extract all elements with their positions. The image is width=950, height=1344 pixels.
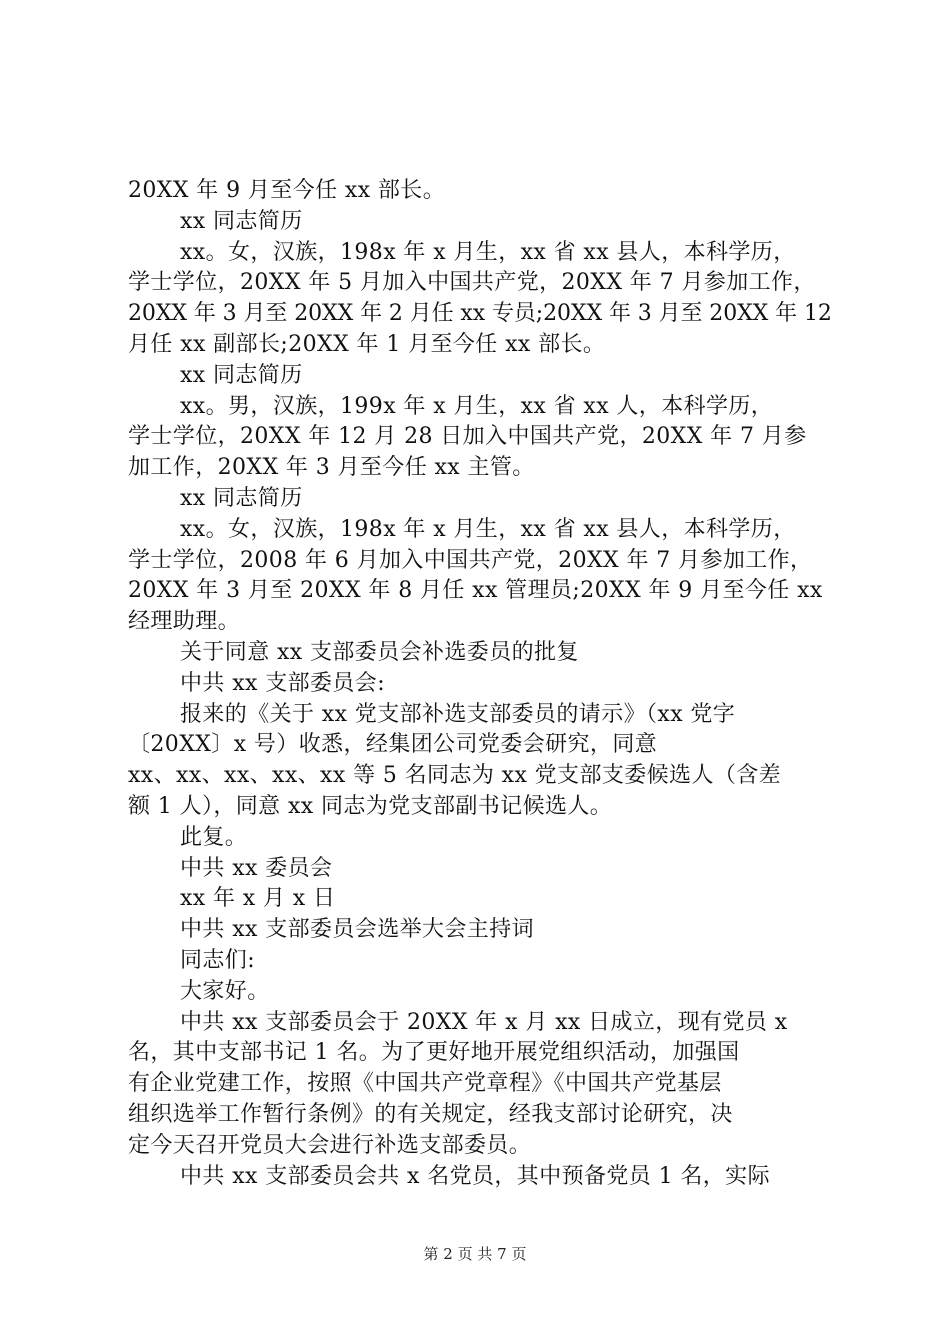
text-line: 学士学位，2008 年 6 月加入中国共产党，20XX 年 7 月参加工作， bbox=[128, 547, 813, 573]
text-line: xx 同志简历 bbox=[180, 362, 303, 388]
text-line: 中共 xx 支部委员会共 x 名党员，其中预备党员 1 名，实际 bbox=[180, 1163, 770, 1189]
text-line: 20XX 年 9 月至今任 xx 部长。 bbox=[128, 178, 446, 203]
text-line: 额 1 人），同意 xx 同志为党支部副书记候选人。 bbox=[128, 793, 613, 819]
text-line: xx 年 x 月 x 日 bbox=[180, 886, 336, 912]
text-line: 中共 xx 支部委员会选举大会主持词 bbox=[180, 917, 535, 943]
text-line: 中共 xx 支部委员会于 20XX 年 x 月 xx 日成立，现有党员 x bbox=[180, 1009, 788, 1035]
text-line: 中共 xx 委员会 bbox=[180, 855, 333, 881]
text-line: 关于同意 xx 支部委员会补选委员的批复 bbox=[180, 639, 579, 665]
text-line: 有企业党建工作，按照《中国共产党章程》《中国共产党基层 bbox=[128, 1071, 722, 1097]
text-line: 定今天召开党员大会进行补选支部委员。 bbox=[128, 1132, 532, 1158]
text-line: 名，其中支部书记 1 名。为了更好地开展党组织活动，加强国 bbox=[128, 1040, 740, 1066]
text-line: xx。男，汉族，199x 年 x 月生，xx 省 xx 人，本科学历， bbox=[180, 393, 774, 419]
text-line: 此复。 bbox=[180, 824, 248, 850]
text-line: xx 同志简历 bbox=[180, 208, 303, 234]
text-line: 20XX 年 3 月至 20XX 年 2 月任 xx 专员;20XX 年 3 月至 20XX 年 12 bbox=[128, 301, 832, 327]
document-body bbox=[128, 176, 832, 1192]
text-line: xx、xx、xx、xx、xx 等 5 名同志为 xx 党支部支委候选人（含差 bbox=[128, 763, 782, 789]
text-line: xx。女，汉族，198x 年 x 月生，xx 省 xx 县人，本科学历， bbox=[180, 239, 796, 265]
page-footer: 第 2 页 共 7 页 bbox=[423, 1245, 527, 1263]
text-line: 组织选举工作暂行条例》的有关规定，经我支部讨论研究，决 bbox=[128, 1101, 733, 1127]
text-line: 经理助理。 bbox=[128, 609, 241, 635]
text-line: 20XX 年 3 月至 20XX 年 8 月任 xx 管理员;20XX 年 9 月至今任 xx bbox=[128, 578, 823, 604]
text-line: 加工作，20XX 年 3 月至今任 xx 主管。 bbox=[128, 455, 535, 481]
text-line: xx 同志简历 bbox=[180, 485, 303, 511]
text-line: 〔20XX〕x 号）收悉，经集团公司党委会研究，同意 bbox=[128, 732, 658, 758]
text-line: 学士学位，20XX 年 12 月 28 日加入中国共产党，20XX 年 7 月参 bbox=[128, 424, 807, 450]
text-line: xx。女，汉族，198x 年 x 月生，xx 省 xx 县人，本科学历， bbox=[180, 516, 796, 542]
text-line: 中共 xx 支部委员会: bbox=[180, 670, 386, 696]
text-line: 同志们: bbox=[180, 947, 256, 973]
text-line: 月任 xx 副部长;20XX 年 1 月至今任 xx 部长。 bbox=[128, 331, 606, 357]
text-line: 报来的《关于 xx 党支部补选支部委员的请示》（xx 党字 bbox=[180, 701, 736, 727]
text-line: 大家好。 bbox=[180, 978, 270, 1004]
text-line: 学士学位，20XX 年 5 月加入中国共产党，20XX 年 7 月参加工作， bbox=[128, 270, 816, 296]
